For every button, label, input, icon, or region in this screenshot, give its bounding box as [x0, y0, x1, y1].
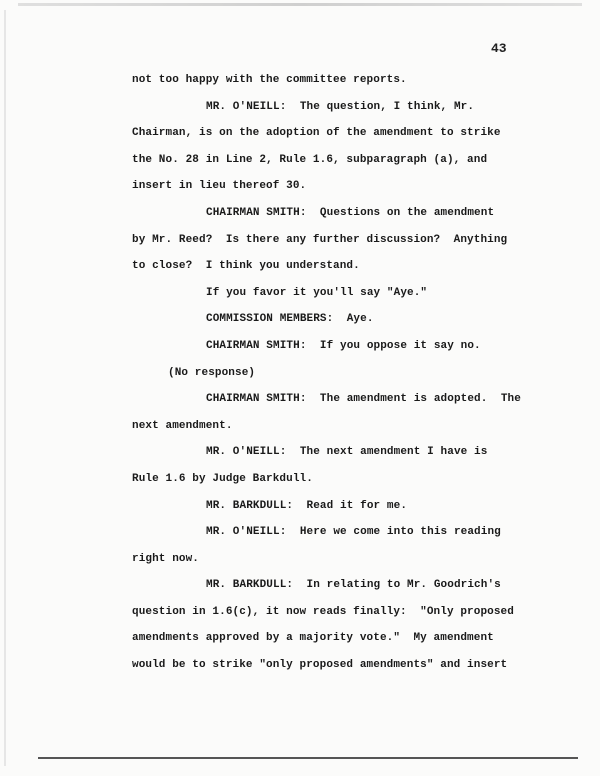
transcript-body — [132, 67, 562, 679]
page-left-edge — [4, 10, 6, 766]
transcript-line: (No response) — [168, 366, 256, 379]
transcript-line: Rule 1.6 by Judge Barkdull. — [132, 472, 313, 485]
transcript-line: MR. O'NEILL: The next amendment I have is — [206, 446, 488, 459]
transcript-line: MR. BARKDULL: Read it for me. — [206, 499, 408, 512]
transcript-line: If you favor it you'll say "Aye." — [206, 286, 428, 299]
transcript-line: COMMISSION MEMBERS: Aye. — [206, 313, 374, 326]
transcript-line: not too happy with the committee reports. — [132, 74, 407, 86]
transcript-line: Chairman, is on the adoption of the amendment to strike — [132, 127, 501, 140]
transcript-line: amendments approved by a majority vote." My amendment — [132, 632, 494, 645]
transcript-line: MR. BARKDULL: In relating to Mr. Goodrich's — [206, 579, 501, 592]
transcript-line: CHAIRMAN SMITH: The amendment is adopted. The — [206, 393, 521, 406]
transcript-line: to close? I think you understand. — [132, 260, 360, 273]
transcript-line: the No. 28 in Line 2, Rule 1.6, subparagraph (a), and — [132, 153, 488, 166]
transcript-line: CHAIRMAN SMITH: Questions on the amendment — [206, 206, 495, 219]
bottom-rule — [38, 757, 578, 759]
transcript-line: MR. O'NEILL: Here we come into this reading — [206, 526, 501, 539]
transcript-line: by Mr. Reed? Is there any further discussion? Anything — [132, 233, 508, 246]
transcript-line: would be to strike "only proposed amendments" and insert — [132, 659, 508, 672]
transcript-line: MR. O'NEILL: The question, I think, Mr. — [206, 100, 475, 113]
transcript-line: CHAIRMAN SMITH: If you oppose it say no. — [206, 339, 481, 352]
transcript-line: right now. — [132, 552, 200, 565]
transcript-line: insert in lieu thereof 30. — [132, 180, 307, 193]
transcript-line: next amendment. — [132, 419, 233, 432]
page-top-edge — [18, 3, 582, 6]
page-number: 43 — [491, 41, 507, 56]
transcript-line: question in 1.6(c), it now reads finally: "Only proposed — [132, 605, 514, 618]
